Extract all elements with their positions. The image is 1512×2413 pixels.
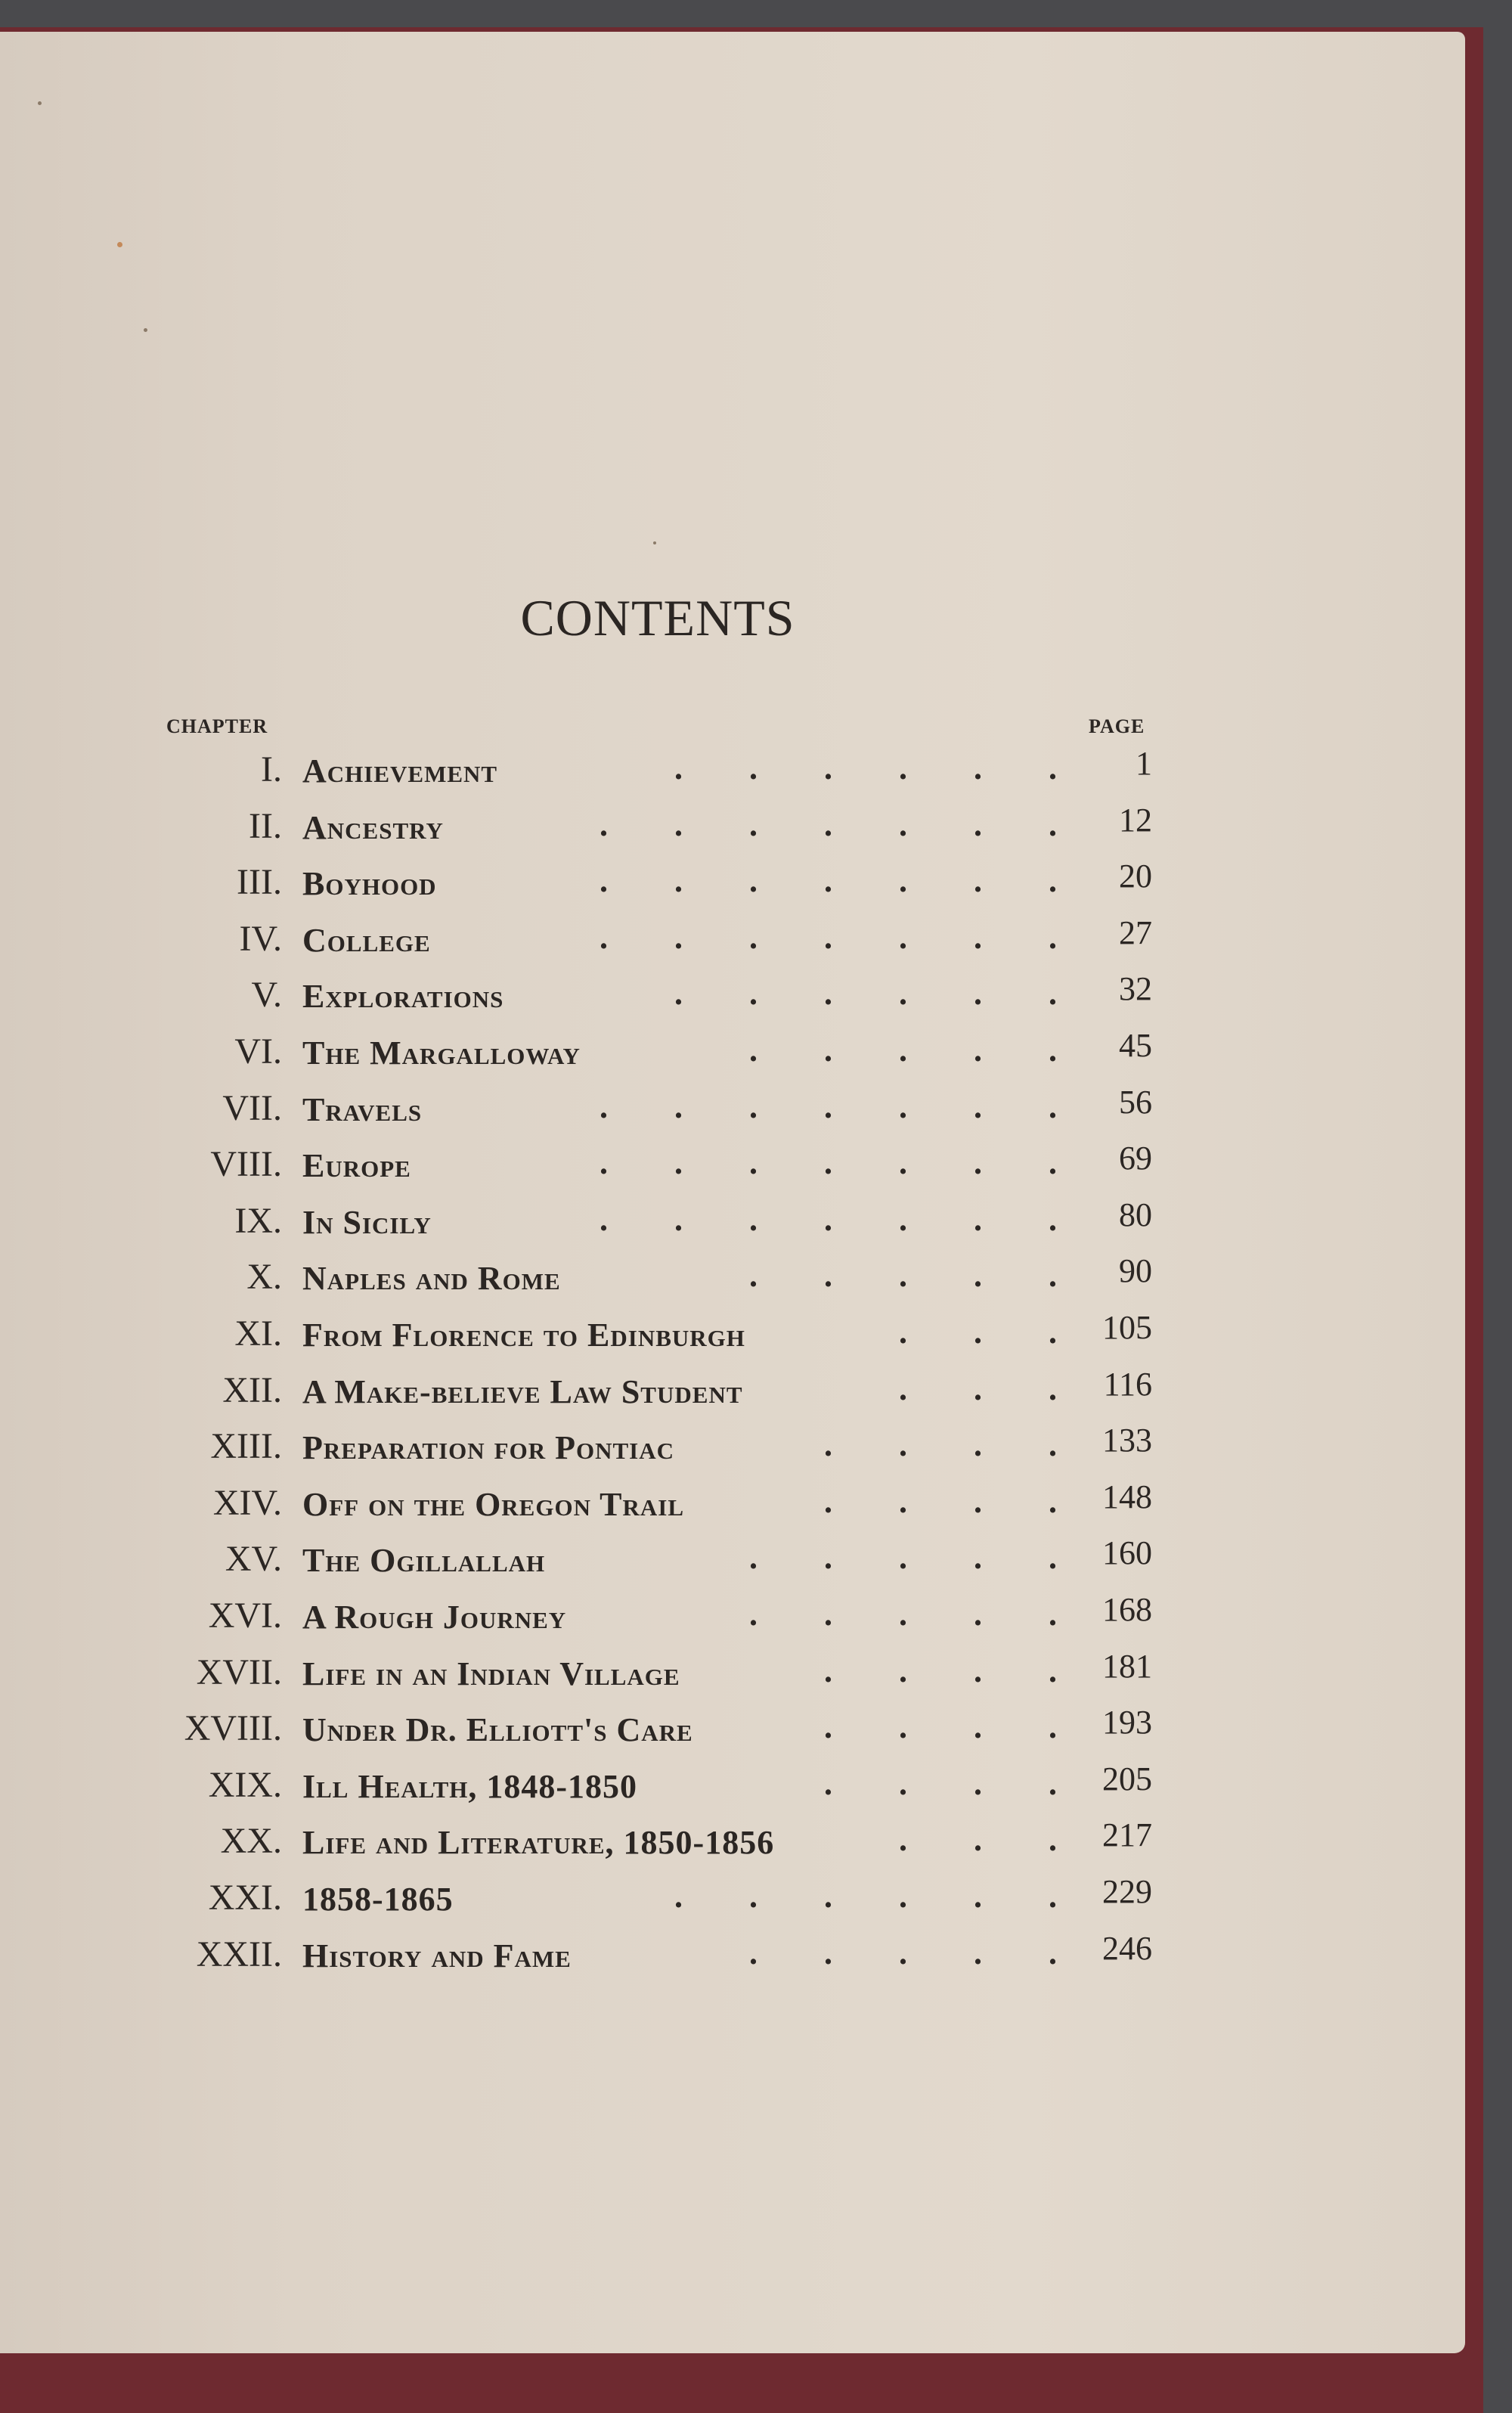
- page-number: 246: [1102, 1930, 1152, 1967]
- page-number: 20: [1119, 858, 1152, 895]
- dot-leader: . . . . . . .: [600, 1201, 1057, 1238]
- chapter-number: XIII.: [210, 1426, 282, 1466]
- page-number: 193: [1102, 1704, 1152, 1741]
- dot-leader: . . .: [899, 1370, 1057, 1407]
- toc-entry: [0, 1930, 1465, 1979]
- dot-leader: . . . . . . .: [600, 1144, 1057, 1181]
- chapter-title: A Make-believe Law Student: [302, 1373, 743, 1410]
- toc-entry: [0, 858, 1465, 907]
- page-number: 32: [1119, 970, 1152, 1007]
- dot-leader: . . . . .: [749, 1257, 1057, 1294]
- page-number: 27: [1119, 914, 1152, 951]
- chapter-title: Europe: [302, 1147, 411, 1184]
- page-number: 168: [1102, 1591, 1152, 1628]
- toc-entry: [0, 1422, 1465, 1471]
- chapter-number: I.: [261, 749, 282, 789]
- chapter-title: Ill Health, 1848-1850: [302, 1768, 638, 1805]
- page-number: 105: [1102, 1309, 1152, 1346]
- paper-speck: [144, 328, 147, 332]
- dot-leader: . . .: [899, 1821, 1057, 1858]
- chapter-number: XIV.: [212, 1483, 282, 1523]
- dot-leader: . . . .: [824, 1426, 1057, 1463]
- chapter-number: VI.: [234, 1031, 282, 1072]
- toc-entry: [0, 1760, 1465, 1810]
- chapter-column-header: CHAPTER: [166, 715, 268, 737]
- dot-leader: . . . .: [824, 1765, 1057, 1802]
- toc-entry: [0, 1027, 1465, 1076]
- dot-leader: . . . . . .: [674, 1878, 1057, 1915]
- chapter-title: Off on the Oregon Trail: [302, 1486, 685, 1523]
- toc-entry: [0, 1816, 1465, 1866]
- toc-entry: [0, 970, 1465, 1019]
- page-number: 205: [1102, 1760, 1152, 1797]
- dot-leader: . . . . .: [749, 1934, 1057, 1971]
- toc-entry: [0, 1534, 1465, 1583]
- chapter-number: II.: [249, 806, 282, 846]
- dot-leader: . . . . . . .: [600, 919, 1057, 956]
- toc-entry: [0, 1252, 1465, 1301]
- dot-leader: . . . . .: [749, 1596, 1057, 1633]
- chapter-number: XXI.: [208, 1878, 282, 1918]
- paper-speck: [38, 101, 42, 105]
- chapter-title: College: [302, 922, 431, 959]
- chapter-title: In Sicily: [302, 1204, 432, 1241]
- chapter-title: Boyhood: [302, 865, 437, 902]
- toc-entry: [0, 1196, 1465, 1245]
- chapter-title: Under Dr. Elliott's Care: [302, 1711, 693, 1748]
- page-title: CONTENTS: [520, 589, 795, 647]
- page-number: 148: [1102, 1478, 1152, 1515]
- chapter-number: XII.: [222, 1370, 282, 1410]
- dot-leader: . . . . . . .: [600, 806, 1057, 843]
- chapter-number: III.: [237, 862, 282, 902]
- chapter-number: VIII.: [210, 1144, 282, 1184]
- page-number: 116: [1103, 1366, 1152, 1403]
- dot-leader: . . . . . . .: [600, 1088, 1057, 1125]
- chapter-number: XVIII.: [184, 1708, 282, 1748]
- chapter-title: Preparation for Pontiac: [302, 1429, 675, 1466]
- toc-entry: [0, 1704, 1465, 1753]
- chapter-number: IV.: [239, 919, 282, 959]
- chapter-number: XIX.: [208, 1765, 282, 1805]
- dot-leader: . . . . .: [749, 1031, 1057, 1068]
- chapter-title: Travels: [302, 1091, 423, 1128]
- chapter-title: The Margalloway: [302, 1034, 581, 1072]
- chapter-title: Ancestry: [302, 809, 444, 846]
- chapter-number: V.: [251, 975, 282, 1015]
- page-number: 12: [1119, 802, 1152, 839]
- dot-leader: . . . . . . .: [600, 862, 1057, 899]
- chapter-title: Life in an Indian Village: [302, 1655, 680, 1692]
- chapter-number: XX.: [220, 1821, 282, 1861]
- dot-leader: . . . .: [824, 1483, 1057, 1520]
- toc-entry: [0, 1140, 1465, 1189]
- chapter-title: Naples and Rome: [302, 1260, 561, 1297]
- page-number: 217: [1102, 1816, 1152, 1853]
- chapter-title: Life and Literature, 1850-1856: [302, 1824, 775, 1861]
- page-number: 80: [1119, 1196, 1152, 1233]
- page-number: 45: [1119, 1027, 1152, 1064]
- page-number: 69: [1119, 1140, 1152, 1177]
- toc-entry: [0, 1309, 1465, 1358]
- page-number: 181: [1102, 1648, 1152, 1685]
- toc-entry: [0, 914, 1465, 963]
- toc-entry: [0, 802, 1465, 851]
- page-column-header: PAGE: [1089, 715, 1145, 737]
- chapter-title: Explorations: [302, 978, 504, 1015]
- toc-entry: [0, 745, 1465, 794]
- chapter-title: From Florence to Edinburgh: [302, 1317, 745, 1354]
- chapter-number: X.: [246, 1257, 282, 1297]
- paper-speck: [653, 541, 656, 544]
- chapter-title: A Rough Journey: [302, 1599, 567, 1636]
- page-number: 229: [1102, 1873, 1152, 1910]
- chapter-number: XXII.: [196, 1934, 282, 1974]
- dot-leader: . . . . .: [749, 1539, 1057, 1576]
- chapter-number: XV.: [225, 1539, 282, 1579]
- page-number: 56: [1119, 1084, 1152, 1121]
- chapter-title: The Ogillallah: [302, 1542, 546, 1579]
- chapter-number: XVI.: [208, 1596, 282, 1636]
- chapter-number: IX.: [234, 1201, 282, 1241]
- toc-entry: [0, 1084, 1465, 1133]
- chapter-number: XVII.: [196, 1652, 282, 1692]
- paper-speck: [117, 242, 122, 247]
- page-number: 133: [1102, 1422, 1152, 1459]
- toc-entry: [0, 1478, 1465, 1528]
- chapter-number: VII.: [222, 1088, 282, 1128]
- toc-entry: [0, 1648, 1465, 1697]
- dot-leader: . . . .: [824, 1652, 1057, 1689]
- chapter-title: History and Fame: [302, 1937, 572, 1974]
- dot-leader: . . .: [899, 1314, 1057, 1351]
- toc-entry: [0, 1366, 1465, 1415]
- page-number: 160: [1102, 1534, 1152, 1571]
- chapter-title: Achievement: [302, 752, 498, 789]
- chapter-title: 1858-1865: [302, 1881, 454, 1918]
- page-number: 1: [1136, 745, 1152, 782]
- page-number: 90: [1119, 1252, 1152, 1289]
- toc-entry: [0, 1591, 1465, 1640]
- dot-leader: . . . . . .: [674, 975, 1057, 1012]
- toc-entry: [0, 1873, 1465, 1922]
- chapter-number: XI.: [234, 1314, 282, 1354]
- dot-leader: . . . . . .: [674, 749, 1057, 786]
- book-page: [0, 32, 1465, 2353]
- dot-leader: . . . .: [824, 1708, 1057, 1745]
